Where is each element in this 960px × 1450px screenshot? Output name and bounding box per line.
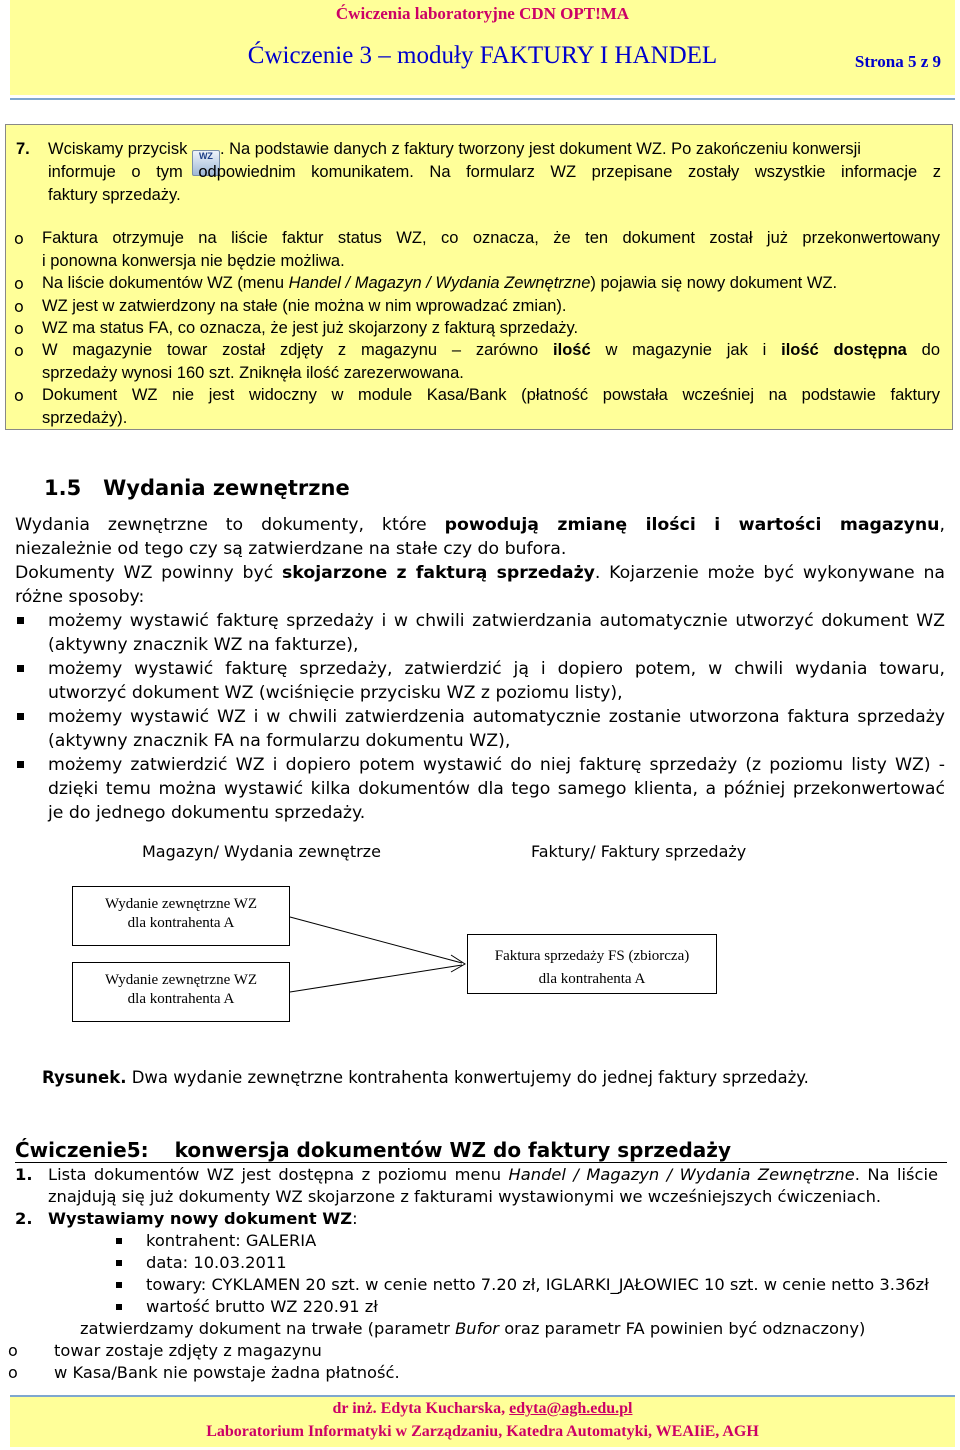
sub-item-date: data: 10.03.2011 <box>146 1253 287 1272</box>
outcome-2: w Kasa/Bank nie powstaje żadna płatność. <box>54 1363 400 1382</box>
footer-author: dr inż. Edyta Kucharska, edyta@agh.edu.pl <box>332 1400 633 1417</box>
outcome-1: towar zostaje zdjęty z magazynu <box>54 1341 322 1360</box>
paragraph-2-line-1: Dokumenty WZ powinny być skojarzone z fakturą sprzedaży. Kojarzenie może być wykonywane na <box>15 563 945 583</box>
list-item-2-line-2: utworzyć dokument WZ (wciśnięcie przycisku WZ z poziomu listy), <box>48 683 623 703</box>
step-line-1: Wciskamy przycisk WZ . Na podstawie danych z faktury tworzony jest dokument WZ. Po zakończeniu konwersji <box>48 138 941 176</box>
exercise-title: Ćwiczenie5: konwersja dokumentów WZ do faktury sprzedaży <box>15 1138 731 1162</box>
sub-item-contractor: kontrahent: GALERIA <box>146 1231 317 1250</box>
list-item-3-line-2: (aktywny znacznik FA na formularzu dokumentu WZ), <box>48 731 511 751</box>
wz-document-box-1: Wydanie zewnętrzne WZ dla kontrahenta A <box>72 886 290 946</box>
bullet-1-line-1: Faktura otrzymuje na liście faktur status WZ, co oznacza, że ten dokument został już przekonwertowany <box>42 229 940 247</box>
step-1-line-2: znajdują się już dokumenty WZ skojarzone z fakturami wystawionymi we wcześniejszych ćwiczeniach. <box>48 1187 882 1206</box>
arrow-line-1 <box>290 917 462 963</box>
list-item-2-line-1: możemy wystawić fakturę sprzedaży, zatwierdzić ją i dopiero potem, w chwili wydania towaru, <box>48 659 945 679</box>
page-footer <box>10 1397 955 1447</box>
diagram-right-heading: Faktury/ Faktury sprzedaży <box>531 842 747 861</box>
bullet-marker: o <box>14 229 24 248</box>
bullet-marker: o <box>8 1363 18 1382</box>
square-bullet-icon <box>116 1304 122 1310</box>
confirm-line: zatwierdzamy dokument na trwałe (parametr Bufor oraz parametr FA powinien być odznaczony) <box>80 1319 866 1338</box>
list-item-1-line-1: możemy wystawić fakturę sprzedaży i w chwili zatwierdzania automatycznie utworzyć dokument WZ <box>48 611 945 631</box>
course-title: Ćwiczenia laboratoryjne CDN OPT!MA <box>335 4 630 23</box>
page-number: Strona 5 z 9 <box>854 52 941 71</box>
bullet-4: WZ ma status FA, co oznacza, że jest już skojarzony z fakturą sprzedaży. <box>42 319 579 337</box>
bullet-2: Na liście dokumentów WZ (menu Handel / Magazyn / Wydania Zewnętrzne) pojawia się nowy dokument WZ. <box>42 274 838 292</box>
bullet-3: WZ jest w zatwierdzony na stałe (nie można w nim wprowadzać zmian). <box>42 297 567 315</box>
list-item-4-line-1: możemy zatwierdzić WZ i dopiero potem wystawić do niej fakturę sprzedaży (z poziomu listy WZ) - <box>48 755 945 775</box>
arrowhead-icon <box>451 955 465 972</box>
bullet-1-line-2: i ponowna konwersja nie będzie możliwa. <box>42 252 345 270</box>
step-2-line: Wystawiamy nowy dokument WZ: <box>48 1209 358 1228</box>
list-item-3-line-1: możemy wystawić WZ i w chwili zatwierdzenia automatycznie zostanie utworzona faktura sprzedaży <box>48 707 945 727</box>
step-line-2: informuje o tym odpowiednim komunikatem. Na formularz WZ przepisane zostały wszystkie informacje z <box>48 163 941 181</box>
sub-item-goods: towary: CYKLAMEN 20 szt. w cenie netto 7.20 zł, IGLARKI_JAŁOWIEC 10 szt. w cenie netto 3.36zł <box>146 1275 929 1294</box>
bullet-5-line-1: W magazynie towar został zdjęty z magazynu – zarówno ilość w magazynie jak i ilość dostępna do <box>42 341 941 359</box>
arrow-line-2 <box>290 965 462 992</box>
diagram-left-heading: Magazyn/ Wydania zewnętrze <box>142 842 381 861</box>
step-1-line-1: Lista dokumentów WZ jest dostępna z poziomu menu Handel / Magazyn / Wydania Zewnętrzne. Na liście <box>48 1165 938 1184</box>
square-bullet-icon <box>116 1260 122 1266</box>
list-item-4-line-3: je do jednego dokumentu sprzedaży. <box>48 803 366 823</box>
bullet-6-line-1: Dokument WZ nie jest widoczny w module Kasa/Bank (płatność powstała wcześniej na podstawie faktury <box>42 386 940 404</box>
step-2-number: 2. <box>15 1209 33 1228</box>
page-title: Ćwiczenie 3 – moduły FAKTURY I HANDEL <box>247 42 718 69</box>
bullet-marker: o <box>14 297 24 316</box>
bullet-marker: o <box>14 341 24 360</box>
paragraph-2-line-2: różne sposoby: <box>15 587 145 607</box>
exercise-divider <box>15 1162 947 1163</box>
bullet-marker: o <box>14 319 24 338</box>
list-item-1-line-2: (aktywny znacznik WZ na fakturze), <box>48 635 359 655</box>
step-1-number: 1. <box>15 1165 33 1184</box>
paragraph-1-line-2: niezależnie od tego czy są zatwierdzane na stałe czy do bufora. <box>15 539 567 559</box>
section-heading: 1.5 Wydania zewnętrzne <box>44 476 350 500</box>
figure-caption: Rysunek. Dwa wydanie zewnętrzne kontrahenta konwertujemy do jednej faktury sprzedaży. <box>42 1068 809 1087</box>
step-line-3: faktury sprzedaży. <box>48 186 181 204</box>
bullet-marker: o <box>14 274 24 293</box>
wz-document-box-2: Wydanie zewnętrzne WZ dla kontrahenta A <box>72 962 290 1022</box>
bullet-marker: o <box>14 386 24 405</box>
footer-lab: Laboratorium Informatyki w Zarządzaniu, Katedra Automatyki, WEAIiE, AGH <box>206 1423 759 1440</box>
paragraph-1-line-1: Wydania zewnętrzne to dokumenty, które powodują zmianę ilości i wartości magazynu, <box>15 515 945 535</box>
email-link[interactable]: edyta@agh.edu.pl <box>509 1400 633 1417</box>
square-bullet-icon <box>116 1282 122 1288</box>
bullet-marker: o <box>8 1341 18 1360</box>
wz-button-icon[interactable]: WZ <box>192 150 220 176</box>
invoice-box: Faktura sprzedaży FS (zbiorcza) dla kontrahenta A <box>467 934 717 994</box>
step-number: 7. <box>16 140 30 158</box>
square-bullet-icon <box>116 1238 122 1244</box>
bullet-5-line-2: sprzedaży wynosi 160 szt. Zniknęła ilość zarezerwowana. <box>42 364 464 382</box>
sub-item-value: wartość brutto WZ 220.91 zł <box>146 1297 378 1316</box>
list-item-4-line-2: dzięki temu można wystawić kilka dokumentów dla tego samego klienta, a później przekonwertować <box>48 779 945 799</box>
bullet-6-line-2: sprzedaży). <box>42 409 128 427</box>
